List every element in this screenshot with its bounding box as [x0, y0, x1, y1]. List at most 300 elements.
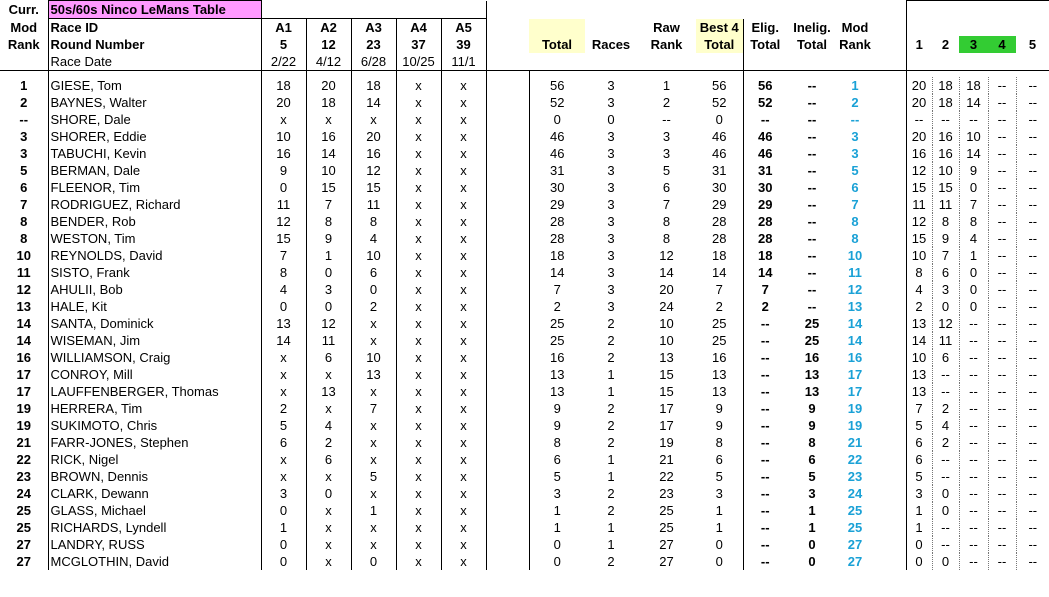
driver-name: HERRERA, Tim — [48, 400, 261, 417]
race-a3-points: x — [351, 111, 396, 128]
race-a2-points: x — [306, 111, 351, 128]
best-4-points: -- — [988, 536, 1016, 553]
spacer — [873, 128, 906, 145]
best-5-points: -- — [1016, 247, 1049, 264]
best-2-points: 3 — [932, 281, 959, 298]
best-2-points: -- — [932, 366, 959, 383]
mod-rank: 17 — [847, 384, 863, 399]
round-a3: 23 — [351, 36, 396, 53]
best-2-points: 2 — [932, 434, 959, 451]
race-id-a4: A4 — [396, 19, 441, 37]
race-a1-points: x — [261, 383, 306, 400]
best-5-points: -- — [1016, 332, 1049, 349]
race-a5-points: x — [441, 349, 486, 366]
races-count: 2 — [607, 503, 615, 518]
table-row — [0, 196, 1049, 213]
inelig-total: 9 — [808, 418, 816, 433]
total-points: 52 — [529, 94, 585, 111]
mod-rank: 6 — [851, 180, 859, 195]
round-a4: 37 — [396, 36, 441, 53]
elig-total: -- — [743, 434, 787, 451]
race-a5-points: x — [441, 332, 486, 349]
race-a3-points: x — [351, 434, 396, 451]
race-a5-points: x — [441, 94, 486, 111]
driver-rank: 3 — [20, 129, 28, 144]
raw-rank: 1 — [662, 78, 671, 93]
driver-name: WISEMAN, Jim — [48, 332, 261, 349]
race-a2-points: 13 — [306, 383, 351, 400]
race-a2-points: 14 — [306, 145, 351, 162]
elig-total: 28 — [743, 213, 787, 230]
best-5-points: -- — [1016, 451, 1049, 468]
race-a4-points: x — [396, 179, 441, 196]
best-5-points: -- — [1016, 128, 1049, 145]
raw-rank: 23 — [659, 486, 674, 501]
total-points: 0 — [529, 536, 585, 553]
total-points: 7 — [529, 281, 585, 298]
best-2-points: 16 — [932, 128, 959, 145]
inelig-total: -- — [807, 282, 817, 297]
race-a1-points: x — [261, 111, 306, 128]
total-points: 56 — [529, 77, 585, 94]
elig-total: -- — [743, 383, 787, 400]
race-a5-points: x — [441, 281, 486, 298]
race-a1-points: x — [261, 349, 306, 366]
inelig-total: 0 — [808, 554, 816, 569]
races-count: 2 — [607, 401, 615, 416]
driver-name: FARR-JONES, Stephen — [48, 434, 261, 451]
elig-total: 46 — [743, 145, 787, 162]
mod-rank: 14 — [847, 316, 863, 331]
best-1-points: 6 — [915, 435, 923, 450]
driver-rank: 6 — [20, 180, 28, 195]
best-4-points: -- — [988, 349, 1016, 366]
driver-rank: 17 — [16, 384, 31, 399]
race-a1-points: 7 — [261, 247, 306, 264]
inelig-total: -- — [807, 78, 817, 93]
mod-rank: 10 — [847, 248, 863, 263]
race-a3-points: 10 — [351, 349, 396, 366]
race-a5-points: x — [441, 77, 486, 94]
spacer — [486, 349, 529, 366]
total-points: 0 — [529, 553, 585, 570]
best-5-points: -- — [1016, 281, 1049, 298]
race-a5-points: x — [441, 179, 486, 196]
race-a4-points: x — [396, 366, 441, 383]
best-4-points: -- — [988, 332, 1016, 349]
inelig-total: -- — [807, 248, 817, 263]
table-row — [0, 281, 1049, 298]
driver-rank: 22 — [16, 452, 31, 467]
best-5-points: -- — [1016, 366, 1049, 383]
raw-label: Raw — [653, 19, 680, 35]
race-date-label: Race Date — [48, 53, 261, 71]
best-4-points: -- — [988, 230, 1016, 247]
best-5-points: -- — [1016, 434, 1049, 451]
spacer — [486, 434, 529, 451]
race-a1-points: 20 — [261, 94, 306, 111]
race-a2-points: x — [306, 536, 351, 553]
best-4-points: -- — [988, 264, 1016, 281]
driver-name: REYNOLDS, David — [48, 247, 261, 264]
table-row — [0, 553, 1049, 570]
best-5-points: -- — [1016, 213, 1049, 230]
spacer — [486, 502, 529, 519]
race-a2-points: 1 — [306, 247, 351, 264]
mod-rank: 13 — [847, 299, 863, 314]
best-5-points: -- — [1016, 468, 1049, 485]
best-3-points: 8 — [959, 213, 988, 230]
best-1-points: 7 — [915, 401, 923, 416]
best-2-points: 6 — [932, 264, 959, 281]
driver-name: RICK, Nigel — [48, 451, 261, 468]
best4-total: 0 — [715, 112, 723, 127]
best-4-points: -- — [988, 519, 1016, 536]
best4-total: 8 — [715, 435, 723, 450]
best-1-points: 0 — [915, 537, 923, 552]
race-id-a1: A1 — [261, 19, 306, 37]
best4-total: 5 — [715, 469, 723, 484]
mod-rank: 11 — [848, 265, 862, 280]
inelig-total: 3 — [808, 486, 816, 501]
inelig-label: Inelig. — [793, 19, 831, 35]
spacer — [486, 162, 529, 179]
race-a1-points: 18 — [261, 77, 306, 94]
elig-total: -- — [743, 485, 787, 502]
best-2-points: 15 — [932, 179, 959, 196]
races-count: 1 — [607, 537, 615, 552]
driver-rank: 10 — [16, 248, 31, 263]
raw-rank: 14 — [659, 265, 674, 280]
best-col-4: 4 — [988, 36, 1016, 53]
table-row — [0, 128, 1049, 145]
best-4-points: -- — [988, 281, 1016, 298]
races-label: Races — [591, 37, 631, 52]
spacer — [873, 349, 906, 366]
spacer — [486, 332, 529, 349]
race-a2-points: x — [306, 553, 351, 570]
best4-total: 1 — [715, 503, 723, 518]
mod-rank: 17 — [847, 367, 863, 382]
raw-rank: 20 — [659, 282, 674, 297]
driver-rank: 12 — [16, 282, 31, 297]
race-a4-points: x — [396, 502, 441, 519]
spacer — [873, 434, 906, 451]
mod-rank: 19 — [847, 401, 863, 416]
best-5-points: -- — [1016, 519, 1049, 536]
spacer — [873, 315, 906, 332]
race-a3-points: x — [351, 536, 396, 553]
race-a1-points: 3 — [261, 485, 306, 502]
raw-rank: 27 — [659, 537, 674, 552]
race-a4-points: x — [396, 77, 441, 94]
race-a3-points: x — [351, 417, 396, 434]
race-a4-points: x — [396, 451, 441, 468]
race-a2-points: 8 — [306, 213, 351, 230]
best-3-points: -- — [959, 349, 988, 366]
race-a3-points: 20 — [351, 128, 396, 145]
raw-rank: 24 — [659, 299, 674, 314]
best4-total: 31 — [712, 163, 727, 178]
best-1-points: 14 — [911, 333, 927, 348]
races-count: 3 — [607, 197, 615, 212]
best-3-points: -- — [959, 366, 988, 383]
inelig-total: 8 — [808, 435, 816, 450]
race-a5-points: x — [441, 434, 486, 451]
elig-total: 14 — [743, 264, 787, 281]
table-row — [0, 468, 1049, 485]
best4-total: 56 — [712, 78, 727, 93]
race-a1-points: 0 — [261, 298, 306, 315]
table-row — [0, 383, 1049, 400]
race-a4-points: x — [396, 145, 441, 162]
total-points: 6 — [529, 451, 585, 468]
mod-rank: 24 — [847, 486, 863, 501]
table-row — [0, 519, 1049, 536]
driver-name: RODRIGUEZ, Richard — [48, 196, 261, 213]
best-5-points: -- — [1016, 536, 1049, 553]
inelig-total-label: Total — [796, 37, 828, 52]
best-1-points: 3 — [915, 486, 923, 501]
elig-total: -- — [743, 553, 787, 570]
race-a2-points: 11 — [306, 332, 351, 349]
table-row — [0, 298, 1049, 315]
raw-rank: 6 — [662, 180, 671, 195]
inelig-total: 0 — [808, 537, 816, 552]
best-2-points: 0 — [932, 485, 959, 502]
best-1-points: 12 — [911, 163, 927, 178]
best-2-points: 12 — [932, 315, 959, 332]
spacer — [873, 94, 906, 111]
races-count: 2 — [607, 333, 615, 348]
best-4-points: -- — [988, 553, 1016, 570]
raw-rank: 10 — [659, 316, 674, 331]
inelig-total: -- — [807, 146, 817, 161]
races-count: 3 — [607, 129, 615, 144]
spacer — [486, 485, 529, 502]
driver-name: GLASS, Michael — [48, 502, 261, 519]
best-3-points: 0 — [959, 298, 988, 315]
spacer — [873, 400, 906, 417]
best-3-points: -- — [959, 332, 988, 349]
spacer — [873, 281, 906, 298]
inelig-total: -- — [807, 231, 817, 246]
race-id-a3: A3 — [351, 19, 396, 37]
spacer — [873, 77, 906, 94]
race-a5-points: x — [441, 451, 486, 468]
elig-total: 29 — [743, 196, 787, 213]
raw-rank: 3 — [662, 129, 671, 144]
raw-rank: 15 — [659, 384, 674, 399]
total-points: 25 — [529, 315, 585, 332]
best-2-points: -- — [932, 519, 959, 536]
best4-total: 3 — [715, 486, 723, 501]
elig-total: -- — [743, 400, 787, 417]
elig-total: -- — [743, 536, 787, 553]
spacer — [486, 315, 529, 332]
spacer — [486, 145, 529, 162]
race-a5-points: x — [441, 502, 486, 519]
best4-total: 46 — [712, 129, 727, 144]
race-a1-points: 10 — [261, 128, 306, 145]
total-points: 16 — [529, 349, 585, 366]
total-points: 8 — [529, 434, 585, 451]
total-points: 13 — [529, 383, 585, 400]
mod-label-2: Mod — [841, 19, 869, 35]
race-a4-points: x — [396, 332, 441, 349]
races-count: 1 — [607, 469, 615, 484]
spacer — [486, 366, 529, 383]
best-1-points: 10 — [911, 248, 927, 263]
race-a4-points: x — [396, 298, 441, 315]
best-3-points: 14 — [959, 94, 988, 111]
best-4-points: -- — [988, 315, 1016, 332]
races-count: 3 — [607, 163, 615, 178]
driver-name: SANTA, Dominick — [48, 315, 261, 332]
race-a1-points: 5 — [261, 417, 306, 434]
spacer — [486, 553, 529, 570]
header-section — [0, 1, 1049, 78]
driver-rank: 8 — [20, 214, 28, 229]
best-2-points: 2 — [932, 400, 959, 417]
inelig-total: 16 — [804, 350, 820, 365]
table-row — [0, 366, 1049, 383]
best-4-points: -- — [988, 485, 1016, 502]
races-count: 1 — [607, 367, 615, 382]
best-5-points: -- — [1016, 383, 1049, 400]
total-points: 28 — [529, 230, 585, 247]
total-points: 13 — [529, 366, 585, 383]
race-a1-points: 0 — [261, 502, 306, 519]
mod-rank-label: Rank — [839, 37, 871, 52]
race-a1-points: x — [261, 468, 306, 485]
inelig-total: 1 — [808, 520, 816, 535]
best4-total: 29 — [712, 197, 727, 212]
race-a4-points: x — [396, 468, 441, 485]
total-points: 9 — [529, 400, 585, 417]
spacer — [873, 264, 906, 281]
race-a3-points: x — [351, 519, 396, 536]
race-a3-points: x — [351, 383, 396, 400]
spacer — [873, 417, 906, 434]
driver-rank: 21 — [16, 435, 31, 450]
race-a4-points: x — [396, 128, 441, 145]
race-a2-points: x — [306, 366, 351, 383]
spacer — [486, 417, 529, 434]
best-3-points: -- — [959, 315, 988, 332]
race-a5-points: x — [441, 468, 486, 485]
driver-rank: 23 — [16, 469, 31, 484]
best4-total: 0 — [715, 554, 723, 569]
mod-rank: 16 — [847, 350, 863, 365]
spacer — [486, 77, 529, 94]
race-a4-points: x — [396, 264, 441, 281]
best-3-points: -- — [959, 553, 988, 570]
driver-name: SUKIMOTO, Chris — [48, 417, 261, 434]
table-row — [0, 213, 1049, 230]
best-3-points: -- — [959, 468, 988, 485]
table-row — [0, 179, 1049, 196]
inelig-total: 5 — [808, 469, 816, 484]
best-4-points: -- — [988, 213, 1016, 230]
mod-rank: 27 — [847, 554, 863, 569]
best-5-points: -- — [1016, 400, 1049, 417]
race-a5-points: x — [441, 196, 486, 213]
race-a3-points: 8 — [351, 213, 396, 230]
driver-name: SISTO, Frank — [48, 264, 261, 281]
spacer — [873, 485, 906, 502]
mod-rank: 25 — [847, 520, 863, 535]
driver-rank: 25 — [16, 520, 31, 535]
race-a2-points: 6 — [306, 349, 351, 366]
best-2-points: 0 — [932, 298, 959, 315]
spacer — [486, 247, 529, 264]
best-5-points: -- — [1016, 485, 1049, 502]
best-3-points: 10 — [959, 128, 988, 145]
best-2-points: 6 — [932, 349, 959, 366]
race-a4-points: x — [396, 281, 441, 298]
driver-name: SHORER, Eddie — [48, 128, 261, 145]
best-1-points: 5 — [915, 469, 923, 484]
driver-name: MCGLOTHIN, David — [48, 553, 261, 570]
best-3-points: -- — [959, 536, 988, 553]
race-id-a5: A5 — [441, 19, 486, 37]
spacer — [873, 332, 906, 349]
best-4-points: -- — [988, 77, 1016, 94]
best4-total: 18 — [712, 248, 727, 263]
total-points: 5 — [529, 468, 585, 485]
race-a2-points: 10 — [306, 162, 351, 179]
driver-rank: 25 — [16, 503, 31, 518]
best-2-points: -- — [932, 451, 959, 468]
best-2-points: 7 — [932, 247, 959, 264]
race-a1-points: x — [261, 451, 306, 468]
best-4-points: -- — [988, 366, 1016, 383]
race-a4-points: x — [396, 383, 441, 400]
best4-total: 13 — [712, 384, 727, 399]
best-1-points: 2 — [915, 299, 923, 314]
spacer — [486, 179, 529, 196]
spacer — [873, 145, 906, 162]
best-3-points: 1 — [959, 247, 988, 264]
race-a1-points: 11 — [261, 196, 306, 213]
table-row — [0, 434, 1049, 451]
table-row — [0, 77, 1049, 94]
best-1-points: 5 — [915, 418, 923, 433]
best-4-points: -- — [988, 162, 1016, 179]
elig-total: 30 — [743, 179, 787, 196]
raw-rank: 8 — [662, 214, 671, 229]
race-a4-points: x — [396, 553, 441, 570]
race-a3-points: 4 — [351, 230, 396, 247]
best-2-points: -- — [932, 111, 959, 128]
table-row — [0, 451, 1049, 468]
driver-name: GIESE, Tom — [48, 77, 261, 94]
driver-rank: 24 — [16, 486, 31, 501]
race-a2-points: 4 — [306, 417, 351, 434]
best-1-points: 8 — [915, 265, 923, 280]
best4-label: Best 4 — [696, 19, 743, 37]
driver-rank: 8 — [20, 231, 28, 246]
raw-rank: 15 — [659, 367, 674, 382]
table-row — [0, 162, 1049, 179]
best-3-points: -- — [959, 451, 988, 468]
inelig-total: -- — [807, 129, 817, 144]
race-a2-points: 3 — [306, 281, 351, 298]
race-a3-points: 0 — [351, 281, 396, 298]
race-a5-points: x — [441, 298, 486, 315]
inelig-total: -- — [807, 299, 817, 314]
